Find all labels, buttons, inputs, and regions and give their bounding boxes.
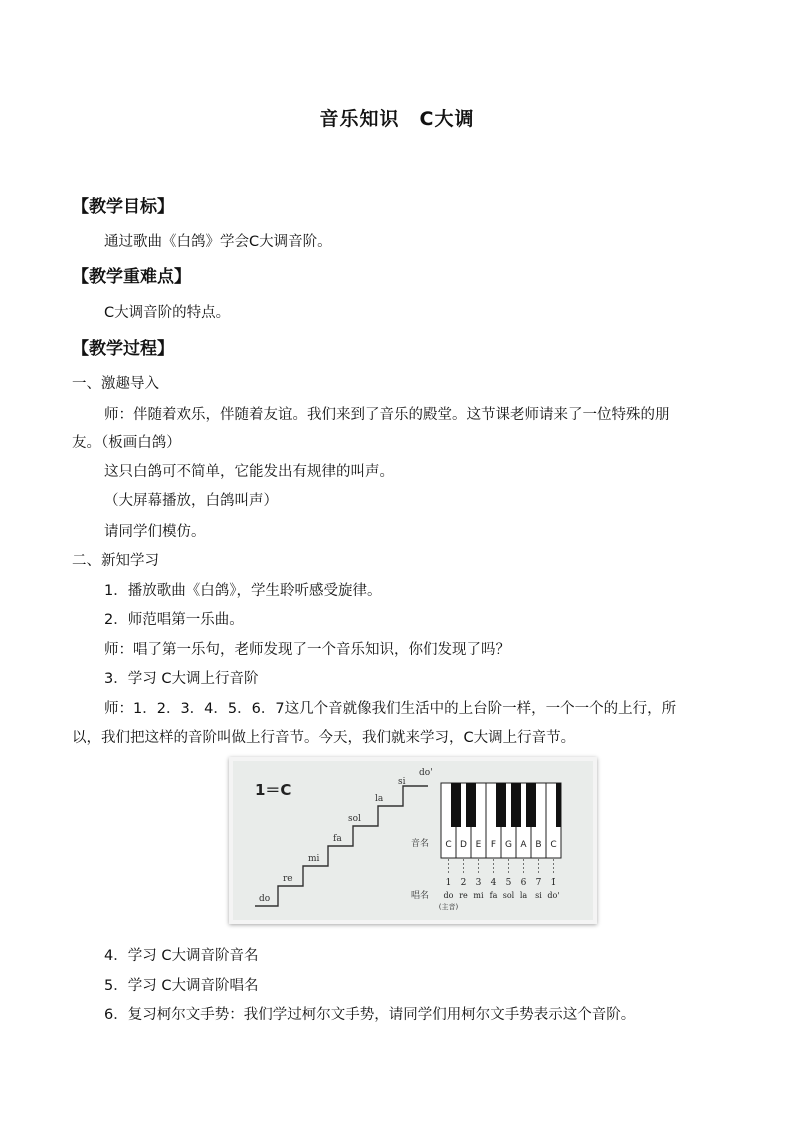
- part1-paragraph-4: 请同学们模仿。: [104, 524, 206, 540]
- number-1-high: 1̇: [550, 878, 557, 888]
- part2-item-4: 4．学习 C大调音阶音名: [104, 948, 259, 964]
- number-1: 1: [445, 878, 452, 888]
- stair-label-do: do: [259, 894, 271, 904]
- black-key: [511, 783, 521, 827]
- number-3: 3: [475, 878, 482, 888]
- solfege-si: si: [535, 891, 542, 900]
- part2-item-6: 6．复习柯尔文手势：我们学过柯尔文手势，请同学们用柯尔文手势表示这个音阶。: [104, 1007, 636, 1023]
- note-name-b: B: [535, 840, 542, 850]
- solfege-sol: sol: [502, 891, 515, 900]
- process-heading: 【教学过程】: [72, 339, 174, 359]
- black-key: [451, 783, 461, 827]
- note-name-f: F: [490, 840, 497, 850]
- part1-paragraph-3: （大屏幕播放，白鸽叫声）: [104, 493, 278, 509]
- part1-paragraph-line2: 友。（板画白鸽）: [72, 435, 181, 451]
- goal-heading: 【教学目标】: [72, 197, 174, 217]
- solfege-do-high: do': [547, 891, 560, 900]
- part2-item-2-question: 师：唱了第一乐句，老师发现了一个音乐知识，你们发现了吗？: [104, 642, 510, 658]
- stair-label-do-high: do': [419, 768, 433, 778]
- piano-keyboard: [441, 783, 561, 858]
- note-name-a: A: [520, 840, 527, 850]
- number-6: 6: [520, 878, 527, 888]
- part2-item-3-line2: 以，我们把这样的音阶叫做上行音节。今天，我们就来学习，C大调上行音节。: [72, 730, 576, 746]
- part2-item-1: 1．播放歌曲《白鸽》，学生聆听感受旋律。: [104, 583, 382, 599]
- solfege-label: 唱名: [411, 891, 430, 901]
- number-5: 5: [505, 878, 512, 888]
- part2-heading: 二、新知学习: [72, 553, 159, 569]
- part2-item-3: 3．学习 C大调上行音阶: [104, 671, 259, 687]
- solfege-mi: mi: [473, 891, 484, 900]
- note-name-d: D: [460, 840, 467, 850]
- black-key: [556, 783, 561, 827]
- part2-item-2: 2．师范唱第一乐曲。: [104, 612, 244, 628]
- part1-paragraph-2: 这只白鸽可不简单，它能发出有规律的叫声。: [104, 464, 394, 480]
- stair-label-sol: sol: [348, 814, 361, 824]
- part1-heading: 一、激趣导入: [72, 376, 159, 392]
- note-name-c: C: [445, 840, 452, 850]
- note-name-e: E: [475, 840, 482, 850]
- black-key: [466, 783, 476, 827]
- solfege-re: re: [459, 891, 468, 900]
- difficulty-text: C大调音阶的特点。: [104, 305, 231, 321]
- solfege-do: do: [443, 891, 454, 900]
- goal-text: 通过歌曲《白鸽》学会C大调音阶。: [104, 234, 332, 250]
- stair-label-fa: fa: [333, 834, 342, 844]
- solfege-fa: fa: [489, 891, 498, 900]
- number-2: 2: [460, 878, 467, 888]
- part2-item-3-line1: 师：1．2．3．4．5．6．7这几个音就像我们生活中的上台阶一样，一个一个的上行，所: [104, 701, 677, 717]
- stair-label-mi: mi: [308, 854, 320, 864]
- stair-label-la: la: [375, 794, 384, 804]
- dotted-connectors: [449, 859, 554, 874]
- black-key: [496, 783, 506, 827]
- note-name-g: G: [505, 840, 512, 850]
- tonic-note: (主音): [438, 903, 459, 911]
- note-name-c-high: C: [550, 840, 557, 850]
- scale-diagram: [233, 761, 593, 920]
- part1-paragraph-line1: 师：伴随着欢乐，伴随着友谊。我们来到了音乐的殿堂。这节课老师请来了一位特殊的朋: [104, 407, 670, 423]
- number-7: 7: [535, 878, 542, 888]
- stair-label-si: si: [398, 777, 406, 787]
- solfege-la: la: [519, 891, 528, 900]
- number-4: 4: [490, 878, 497, 888]
- black-key: [526, 783, 536, 827]
- note-names-label: 音名: [411, 839, 430, 849]
- page-title: 音乐知识 C大调: [319, 108, 475, 130]
- staircase: [255, 786, 428, 906]
- c-major-scale-figure: [229, 757, 597, 924]
- part2-item-5: 5．学习 C大调音阶唱名: [104, 978, 259, 994]
- stair-label-re: re: [283, 874, 293, 884]
- key-label: 1＝C: [255, 781, 292, 799]
- difficulty-heading: 【教学重难点】: [72, 267, 191, 287]
